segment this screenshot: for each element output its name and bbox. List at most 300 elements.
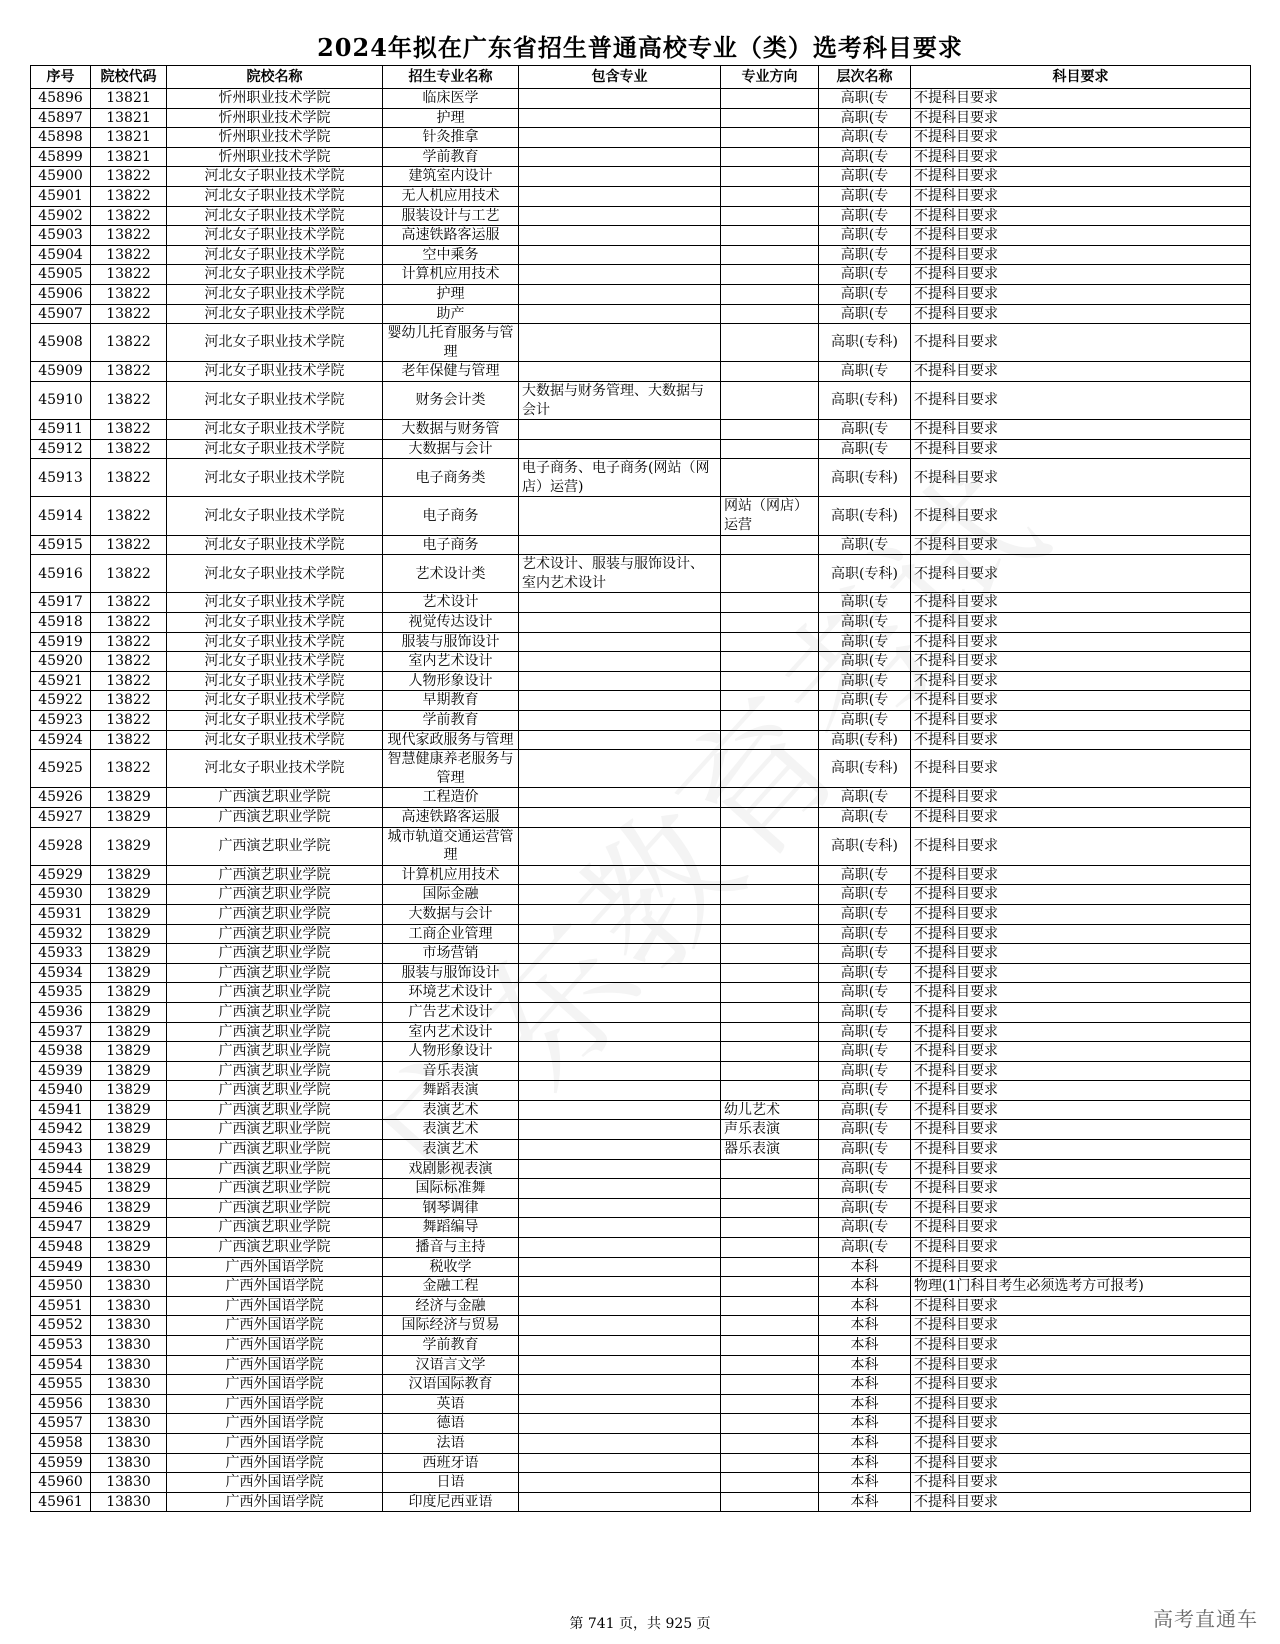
table-row [31,265,1251,285]
cell-subject-requirement: 不提科目要求 [911,206,1251,226]
cell-major-name: 服装与服饰设计 [383,963,519,983]
cell-major-direction: 幼儿艺术 [721,1100,819,1120]
cell-major-direction: 声乐表演 [721,1120,819,1140]
cell-included-majors [519,1257,721,1277]
cell-major-direction [721,1238,819,1258]
cell-level: 高职(专 [819,186,911,206]
cell-major-direction [721,1336,819,1356]
cell-major-direction [721,1355,819,1375]
cell-major-name: 电子商务 [383,497,519,535]
cell-school-code: 13830 [91,1453,167,1473]
cell-major-name: 艺术设计类 [383,555,519,593]
cell-included-majors [519,1355,721,1375]
cell-subject-requirement: 不提科目要求 [911,1257,1251,1277]
cell-seq: 45932 [31,924,91,944]
cell-major-direction [721,963,819,983]
cell-major-name: 无人机应用技术 [383,186,519,206]
table-row [31,1179,1251,1199]
cell-major-direction [721,147,819,167]
table-row [31,904,1251,924]
cell-school-code: 13829 [91,865,167,885]
cell-seq: 45943 [31,1140,91,1160]
cell-school-name: 河北女子职业技术学院 [167,535,383,555]
cell-school-code: 13830 [91,1355,167,1375]
cell-level: 高职(专 [819,885,911,905]
header-school-code: 院校代码 [91,66,167,89]
cell-school-name: 忻州职业技术学院 [167,108,383,128]
cell-level: 高职(专 [819,652,911,672]
cell-subject-requirement: 不提科目要求 [911,750,1251,788]
cell-major-name: 临床医学 [383,89,519,109]
cell-included-majors [519,827,721,865]
cell-seq: 45931 [31,904,91,924]
cell-school-name: 广西演艺职业学院 [167,1159,383,1179]
cell-subject-requirement: 不提科目要求 [911,1100,1251,1120]
cell-included-majors [519,265,721,285]
cell-subject-requirement: 不提科目要求 [911,147,1251,167]
cell-major-name: 高速铁路客运服 [383,807,519,827]
cell-seq: 45923 [31,711,91,731]
cell-school-name: 广西演艺职业学院 [167,944,383,964]
cell-major-direction [721,206,819,226]
table-row [31,167,1251,187]
cell-included-majors [519,1433,721,1453]
cell-major-direction [721,1433,819,1453]
cell-subject-requirement: 不提科目要求 [911,245,1251,265]
table-row [31,1473,1251,1493]
cell-level: 高职(专 [819,807,911,827]
cell-major-name: 工程造价 [383,788,519,808]
cell-subject-requirement: 不提科目要求 [911,730,1251,750]
cell-major-direction [721,885,819,905]
cell-major-name: 德语 [383,1414,519,1434]
cell-school-name: 河北女子职业技术学院 [167,750,383,788]
cell-level: 高职(专 [819,1140,911,1160]
cell-major-name: 国际金融 [383,885,519,905]
cell-level: 高职(专科) [819,324,911,362]
table-row [31,226,1251,246]
cell-level: 高职(专 [819,1002,911,1022]
cell-included-majors [519,1042,721,1062]
cell-school-code: 13829 [91,963,167,983]
cell-seq: 45914 [31,497,91,535]
table-row [31,89,1251,109]
cell-subject-requirement: 不提科目要求 [911,284,1251,304]
table-row [31,730,1251,750]
cell-major-name: 法语 [383,1433,519,1453]
cell-level: 高职(专 [819,206,911,226]
cell-subject-requirement: 不提科目要求 [911,1218,1251,1238]
table-row [31,1238,1251,1258]
cell-included-majors [519,1473,721,1493]
cell-included-majors [519,245,721,265]
cell-level: 高职(专 [819,245,911,265]
cell-major-name: 舞蹈表演 [383,1081,519,1101]
cell-major-direction [721,593,819,613]
cell-school-name: 广西演艺职业学院 [167,885,383,905]
cell-subject-requirement: 不提科目要求 [911,439,1251,459]
cell-level: 高职(专 [819,1022,911,1042]
table-row [31,1140,1251,1160]
cell-subject-requirement: 不提科目要求 [911,265,1251,285]
cell-included-majors [519,613,721,633]
cell-level: 高职(专 [819,147,911,167]
cell-seq: 45897 [31,108,91,128]
cell-level: 高职(专 [819,128,911,148]
cell-school-code: 13829 [91,1238,167,1258]
cell-school-name: 广西演艺职业学院 [167,1081,383,1101]
cell-included-majors [519,147,721,167]
cell-subject-requirement: 不提科目要求 [911,1120,1251,1140]
cell-major-name: 艺术设计 [383,593,519,613]
cell-subject-requirement: 不提科目要求 [911,381,1251,419]
cell-school-code: 13821 [91,89,167,109]
cell-major-name: 人物形象设计 [383,671,519,691]
cell-school-code: 13822 [91,206,167,226]
cell-subject-requirement: 不提科目要求 [911,324,1251,362]
cell-included-majors [519,711,721,731]
cell-school-code: 13829 [91,1218,167,1238]
cell-school-code: 13829 [91,1159,167,1179]
cell-seq: 45922 [31,691,91,711]
cell-seq: 45925 [31,750,91,788]
table-row [31,613,1251,633]
cell-included-majors [519,1316,721,1336]
cell-level: 高职(专 [819,1100,911,1120]
cell-school-code: 13829 [91,904,167,924]
cell-school-code: 13829 [91,1120,167,1140]
cell-major-name: 表演艺术 [383,1140,519,1160]
cell-school-code: 13829 [91,1140,167,1160]
cell-level: 高职(专 [819,1179,911,1199]
cell-school-name: 广西演艺职业学院 [167,827,383,865]
cell-major-direction [721,167,819,187]
cell-subject-requirement: 不提科目要求 [911,788,1251,808]
cell-school-code: 13822 [91,167,167,187]
table-row [31,304,1251,324]
cell-subject-requirement: 不提科目要求 [911,1355,1251,1375]
cell-subject-requirement: 不提科目要求 [911,1473,1251,1493]
cell-school-code: 13822 [91,439,167,459]
cell-subject-requirement: 不提科目要求 [911,1375,1251,1395]
cell-included-majors [519,1179,721,1199]
cell-seq: 45921 [31,671,91,691]
cell-included-majors: 大数据与财务管理、大数据与会计 [519,381,721,419]
table-row [31,535,1251,555]
cell-level: 本科 [819,1414,911,1434]
cell-subject-requirement: 不提科目要求 [911,1414,1251,1434]
cell-major-direction [721,1218,819,1238]
cell-school-name: 河北女子职业技术学院 [167,593,383,613]
cell-subject-requirement: 不提科目要求 [911,671,1251,691]
cell-major-direction [721,1316,819,1336]
cell-school-code: 13822 [91,284,167,304]
cell-school-name: 广西外国语学院 [167,1414,383,1434]
brand-logo: 高考直通车 [1153,1607,1258,1631]
cell-seq: 45898 [31,128,91,148]
cell-subject-requirement: 不提科目要求 [911,362,1251,382]
cell-school-code: 13822 [91,691,167,711]
cell-included-majors [519,167,721,187]
cell-subject-requirement: 不提科目要求 [911,1002,1251,1022]
cell-school-name: 广西演艺职业学院 [167,1140,383,1160]
cell-major-direction [721,1453,819,1473]
cell-seq: 45957 [31,1414,91,1434]
table-row [31,1042,1251,1062]
cell-included-majors [519,535,721,555]
cell-school-name: 广西外国语学院 [167,1316,383,1336]
cell-included-majors [519,497,721,535]
cell-major-name: 学前教育 [383,147,519,167]
cell-subject-requirement: 不提科目要求 [911,711,1251,731]
table-row [31,750,1251,788]
cell-major-direction [721,652,819,672]
cell-subject-requirement: 不提科目要求 [911,1453,1251,1473]
cell-seq: 45937 [31,1022,91,1042]
cell-school-name: 忻州职业技术学院 [167,89,383,109]
cell-major-direction [721,924,819,944]
table-row [31,1100,1251,1120]
cell-major-direction [721,555,819,593]
cell-major-direction [721,108,819,128]
cell-school-name: 忻州职业技术学院 [167,128,383,148]
cell-school-code: 13822 [91,459,167,497]
cell-major-name: 西班牙语 [383,1453,519,1473]
table-row [31,147,1251,167]
table-row [31,1198,1251,1218]
cell-major-direction [721,1492,819,1512]
cell-included-majors [519,652,721,672]
cell-level: 本科 [819,1433,911,1453]
cell-subject-requirement: 不提科目要求 [911,1492,1251,1512]
cell-school-name: 广西外国语学院 [167,1453,383,1473]
cell-school-code: 13830 [91,1257,167,1277]
cell-included-majors [519,1394,721,1414]
cell-included-majors [519,983,721,1003]
cell-school-code: 13822 [91,652,167,672]
cell-subject-requirement: 不提科目要求 [911,108,1251,128]
cell-major-name: 环境艺术设计 [383,983,519,1003]
table-row [31,944,1251,964]
cell-major-name: 高速铁路客运服 [383,226,519,246]
cell-level: 高职(专 [819,593,911,613]
cell-major-direction [721,671,819,691]
cell-major-name: 老年保健与管理 [383,362,519,382]
cell-school-code: 13830 [91,1473,167,1493]
table-row [31,186,1251,206]
cell-school-code: 13830 [91,1375,167,1395]
cell-subject-requirement: 不提科目要求 [911,420,1251,440]
cell-subject-requirement: 不提科目要求 [911,1316,1251,1336]
cell-major-direction [721,1002,819,1022]
cell-school-code: 13822 [91,362,167,382]
cell-included-majors [519,128,721,148]
page-number: 第 741 页，共 925 页 [569,1616,711,1632]
cell-major-name: 戏剧影视表演 [383,1159,519,1179]
cell-major-direction [721,186,819,206]
table-row [31,1277,1251,1297]
cell-level: 高职(专 [819,613,911,633]
cell-level: 高职(专科) [819,381,911,419]
cell-subject-requirement: 不提科目要求 [911,497,1251,535]
cell-included-majors [519,284,721,304]
cell-seq: 45908 [31,324,91,362]
cell-level: 高职(专 [819,167,911,187]
cell-school-code: 13829 [91,885,167,905]
cell-subject-requirement: 不提科目要求 [911,1394,1251,1414]
cell-major-direction [721,265,819,285]
cell-school-code: 13829 [91,983,167,1003]
cell-seq: 45911 [31,420,91,440]
cell-major-direction [721,944,819,964]
cell-seq: 45903 [31,226,91,246]
cell-major-name: 舞蹈编导 [383,1218,519,1238]
cell-included-majors [519,1492,721,1512]
cell-level: 高职(专 [819,1238,911,1258]
cell-school-name: 河北女子职业技术学院 [167,459,383,497]
cell-subject-requirement: 不提科目要求 [911,885,1251,905]
cell-major-direction [721,459,819,497]
cell-school-code: 13830 [91,1296,167,1316]
cell-major-name: 人物形象设计 [383,1042,519,1062]
cell-seq: 45906 [31,284,91,304]
cell-school-code: 13829 [91,1100,167,1120]
cell-major-name: 播音与主持 [383,1238,519,1258]
cell-level: 本科 [819,1257,911,1277]
cell-school-code: 13830 [91,1394,167,1414]
table-row [31,1002,1251,1022]
cell-seq: 45950 [31,1277,91,1297]
cell-major-direction [721,788,819,808]
cell-included-majors [519,1159,721,1179]
cell-included-majors [519,206,721,226]
table-row [31,497,1251,535]
cell-included-majors [519,1100,721,1120]
cell-school-code: 13822 [91,304,167,324]
cell-school-name: 广西外国语学院 [167,1257,383,1277]
cell-included-majors [519,963,721,983]
cell-subject-requirement: 物理(1门科目考生必须选考方可报考) [911,1277,1251,1297]
cell-level: 高职(专 [819,983,911,1003]
cell-school-name: 忻州职业技术学院 [167,147,383,167]
cell-level: 高职(专 [819,420,911,440]
cell-school-name: 河北女子职业技术学院 [167,226,383,246]
cell-level: 高职(专 [819,362,911,382]
cell-major-direction [721,632,819,652]
cell-seq: 45918 [31,613,91,633]
cell-level: 高职(专科) [819,459,911,497]
cell-major-direction [721,439,819,459]
cell-school-code: 13829 [91,788,167,808]
table-row [31,555,1251,593]
cell-major-name: 室内艺术设计 [383,1022,519,1042]
cell-school-code: 13830 [91,1316,167,1336]
cell-level: 本科 [819,1375,911,1395]
cell-school-name: 广西演艺职业学院 [167,963,383,983]
cell-seq: 45938 [31,1042,91,1062]
cell-seq: 45936 [31,1002,91,1022]
cell-included-majors: 艺术设计、服装与服饰设计、室内艺术设计 [519,555,721,593]
cell-major-direction [721,1061,819,1081]
cell-major-name: 护理 [383,284,519,304]
cell-school-name: 广西外国语学院 [167,1473,383,1493]
cell-school-name: 广西演艺职业学院 [167,1179,383,1199]
cell-major-direction: 网站（网店）运营 [721,497,819,535]
cell-school-name: 河北女子职业技术学院 [167,730,383,750]
cell-school-code: 13822 [91,186,167,206]
cell-seq: 45955 [31,1375,91,1395]
cell-school-name: 河北女子职业技术学院 [167,632,383,652]
cell-major-direction [721,711,819,731]
cell-included-majors [519,1198,721,1218]
table-row [31,1120,1251,1140]
table-row [31,963,1251,983]
cell-major-name: 表演艺术 [383,1100,519,1120]
cell-level: 高职(专 [819,711,911,731]
cell-major-direction [721,1277,819,1297]
cell-major-direction [721,420,819,440]
cell-subject-requirement: 不提科目要求 [911,983,1251,1003]
cell-seq: 45933 [31,944,91,964]
cell-school-name: 河北女子职业技术学院 [167,439,383,459]
cell-included-majors [519,304,721,324]
cell-school-code: 13822 [91,420,167,440]
cell-included-majors [519,924,721,944]
cell-school-code: 13830 [91,1414,167,1434]
cell-school-name: 广西演艺职业学院 [167,1061,383,1081]
cell-level: 高职(专 [819,865,911,885]
cell-school-name: 广西外国语学院 [167,1394,383,1414]
cell-included-majors [519,1022,721,1042]
cell-level: 本科 [819,1492,911,1512]
cell-subject-requirement: 不提科目要求 [911,186,1251,206]
cell-seq: 45960 [31,1473,91,1493]
cell-school-name: 广西演艺职业学院 [167,1002,383,1022]
cell-school-code: 13822 [91,381,167,419]
cell-school-code: 13829 [91,924,167,944]
cell-seq: 45907 [31,304,91,324]
cell-major-name: 婴幼儿托育服务与管理 [383,324,519,362]
cell-subject-requirement: 不提科目要求 [911,807,1251,827]
cell-school-name: 河北女子职业技术学院 [167,613,383,633]
cell-level: 高职(专 [819,963,911,983]
cell-subject-requirement: 不提科目要求 [911,652,1251,672]
header-level: 层次名称 [819,66,911,89]
cell-subject-requirement: 不提科目要求 [911,167,1251,187]
cell-included-majors [519,1414,721,1434]
cell-level: 本科 [819,1336,911,1356]
table-row [31,1375,1251,1395]
cell-level: 高职(专 [819,671,911,691]
cell-major-direction [721,1159,819,1179]
cell-included-majors [519,1218,721,1238]
table-row [31,362,1251,382]
cell-subject-requirement: 不提科目要求 [911,1198,1251,1218]
cell-subject-requirement: 不提科目要求 [911,613,1251,633]
cell-major-direction [721,750,819,788]
table-row [31,865,1251,885]
cell-included-majors [519,1238,721,1258]
cell-major-name: 税收学 [383,1257,519,1277]
cell-included-majors [519,1277,721,1297]
cell-subject-requirement: 不提科目要求 [911,1238,1251,1258]
cell-school-name: 河北女子职业技术学院 [167,284,383,304]
cell-major-name: 护理 [383,108,519,128]
cell-subject-requirement: 不提科目要求 [911,226,1251,246]
table-row [31,1081,1251,1101]
cell-major-name: 电子商务类 [383,459,519,497]
cell-major-name: 计算机应用技术 [383,265,519,285]
